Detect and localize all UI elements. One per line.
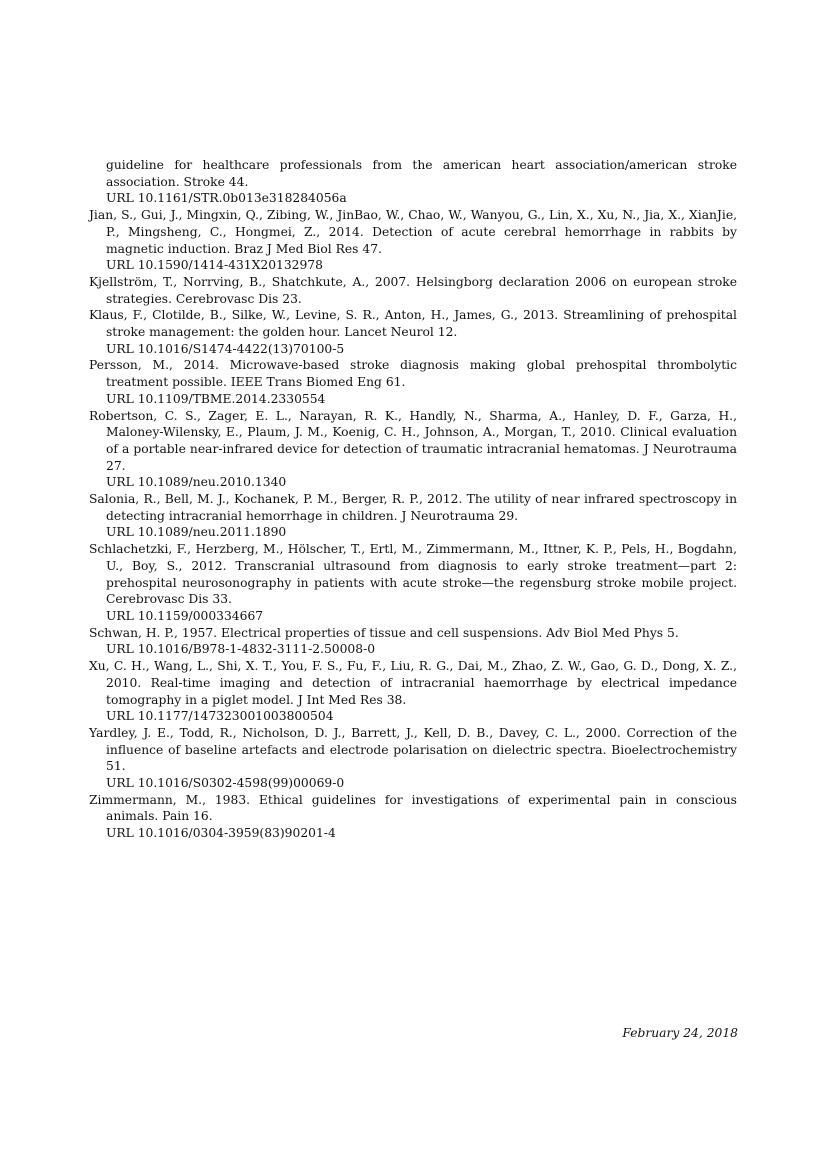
reference-url[interactable]: URL 10.1016/S0302-4598(99)00069-0: [106, 776, 345, 791]
reference-text: Schlachetzki, F., Herzberg, M., Hölscher, T., Ertl, M., Zimmermann, M., Ittner, K. P., Pels, H., Bogdahn, U., Boy, S., 2012. Transcranial ultrasound from diagnosis to early stroke treatment—part 2: prehospital neurosonography in patients with acute stroke—the regensburg stroke mobile project. Cerebrovasc Dis 33.: [89, 542, 737, 607]
reference-url[interactable]: URL 10.1159/000334667: [106, 608, 264, 623]
reference-item: [89, 408, 737, 492]
reference-text: guideline for healthcare professionals from the american heart association/american stroke association. Stroke 44.: [106, 158, 737, 189]
reference-item: [89, 541, 737, 625]
reference-url[interactable]: URL 10.1016/0304-3959(83)90201-4: [106, 826, 336, 841]
reference-text: Kjellström, T., Norrving, B., Shatchkute, A., 2007. Helsingborg declaration 2006 on european stroke strategies. Cerebrovasc Dis 23.: [89, 274, 737, 306]
reference-url[interactable]: URL 10.1161/STR.0b013e318284056a: [106, 191, 347, 206]
reference-url[interactable]: URL 10.1089/neu.2010.1340: [106, 475, 287, 490]
reference-item: [89, 625, 737, 658]
reference-item: [89, 792, 737, 842]
reference-url[interactable]: URL 10.1089/neu.2011.1890: [106, 525, 287, 540]
reference-text: Robertson, C. S., Zager, E. L., Narayan, R. K., Handly, N., Sharma, A., Hanley, D. F., Garza, H., Maloney-Wilensky, E., Plaum, J. M., Koenig, C. H., Johnson, A., Morgan, T., 2010. Clinical evaluation of a portable near-infrared device for detection of traumatic intracranial hematomas. J Neurotrauma 27.: [89, 408, 737, 473]
footer-date: February 24, 2018: [622, 1026, 738, 1040]
reference-text: Salonia, R., Bell, M. J., Kochanek, P. M., Berger, R. P., 2012. The utility of near infrared spectroscopy in detecting intracranial hemorrhage in children. J Neurotrauma 29.: [89, 492, 737, 523]
reference-text: Schwan, H. P., 1957. Electrical properties of tissue and cell suspensions. Adv Biol Med Phys 5.: [89, 625, 679, 640]
reference-item: [89, 658, 737, 725]
reference-url[interactable]: URL 10.1590/1414-431X20132978: [106, 258, 323, 273]
reference-text: Yardley, J. E., Todd, R., Nicholson, D. J., Barrett, J., Kell, D. B., Davey, C. L., 2000. Correction of the influence of baseline artefacts and electrode polarisation on dielectric spectra. Bioelectrochemistry 51.: [89, 725, 737, 774]
reference-text: Xu, C. H., Wang, L., Shi, X. T., You, F. S., Fu, F., Liu, R. G., Dai, M., Zhao, Z. W., Gao, G. D., Dong, X. Z., 2010. Real-time imaging and detection of intracranial haemorrhage by electrical impedance tomography in a piglet model. J Int Med Res 38.: [89, 659, 737, 707]
reference-url[interactable]: URL 10.1016/B978-1-4832-3111-2.50008-0: [106, 642, 376, 657]
reference-text: Klaus, F., Clotilde, B., Silke, W., Levine, S. R., Anton, H., James, G., 2013. Streamlining of prehospital stroke management: the golden hour. Lancet Neurol 12.: [89, 308, 737, 340]
reference-list: [89, 157, 737, 842]
reference-item: [89, 207, 737, 274]
reference-item: [89, 357, 737, 407]
reference-url[interactable]: URL 10.1177/147323001003800504: [106, 709, 334, 724]
reference-item: [89, 157, 737, 207]
reference-text: Zimmermann, M., 1983. Ethical guidelines for investigations of experimental pain in conscious animals. Pain 16.: [89, 792, 737, 824]
reference-item: [89, 491, 737, 541]
reference-url[interactable]: URL 10.1109/TBME.2014.2330554: [106, 391, 326, 406]
references-section: [89, 157, 737, 842]
reference-url[interactable]: URL 10.1016/S1474-4422(13)70100-5: [106, 341, 345, 356]
reference-item: [89, 307, 737, 357]
reference-text: Jian, S., Gui, J., Mingxin, Q., Zibing, W., JinBao, W., Chao, W., Wanyou, G., Lin, X., Xu, N., Jia, X., XianJie, P., Mingsheng, C., Hongmei, Z., 2014. Detection of acute cerebral hemorrhage in rabbits by magnetic induction. Braz J Med Biol Res 47.: [89, 208, 737, 256]
reference-item: [89, 274, 737, 307]
reference-item: [89, 725, 737, 792]
reference-text: Persson, M., 2014. Microwave-based stroke diagnosis making global prehospital thrombolytic treatment possible. IEEE Trans Biomed Eng 61.: [89, 358, 737, 390]
